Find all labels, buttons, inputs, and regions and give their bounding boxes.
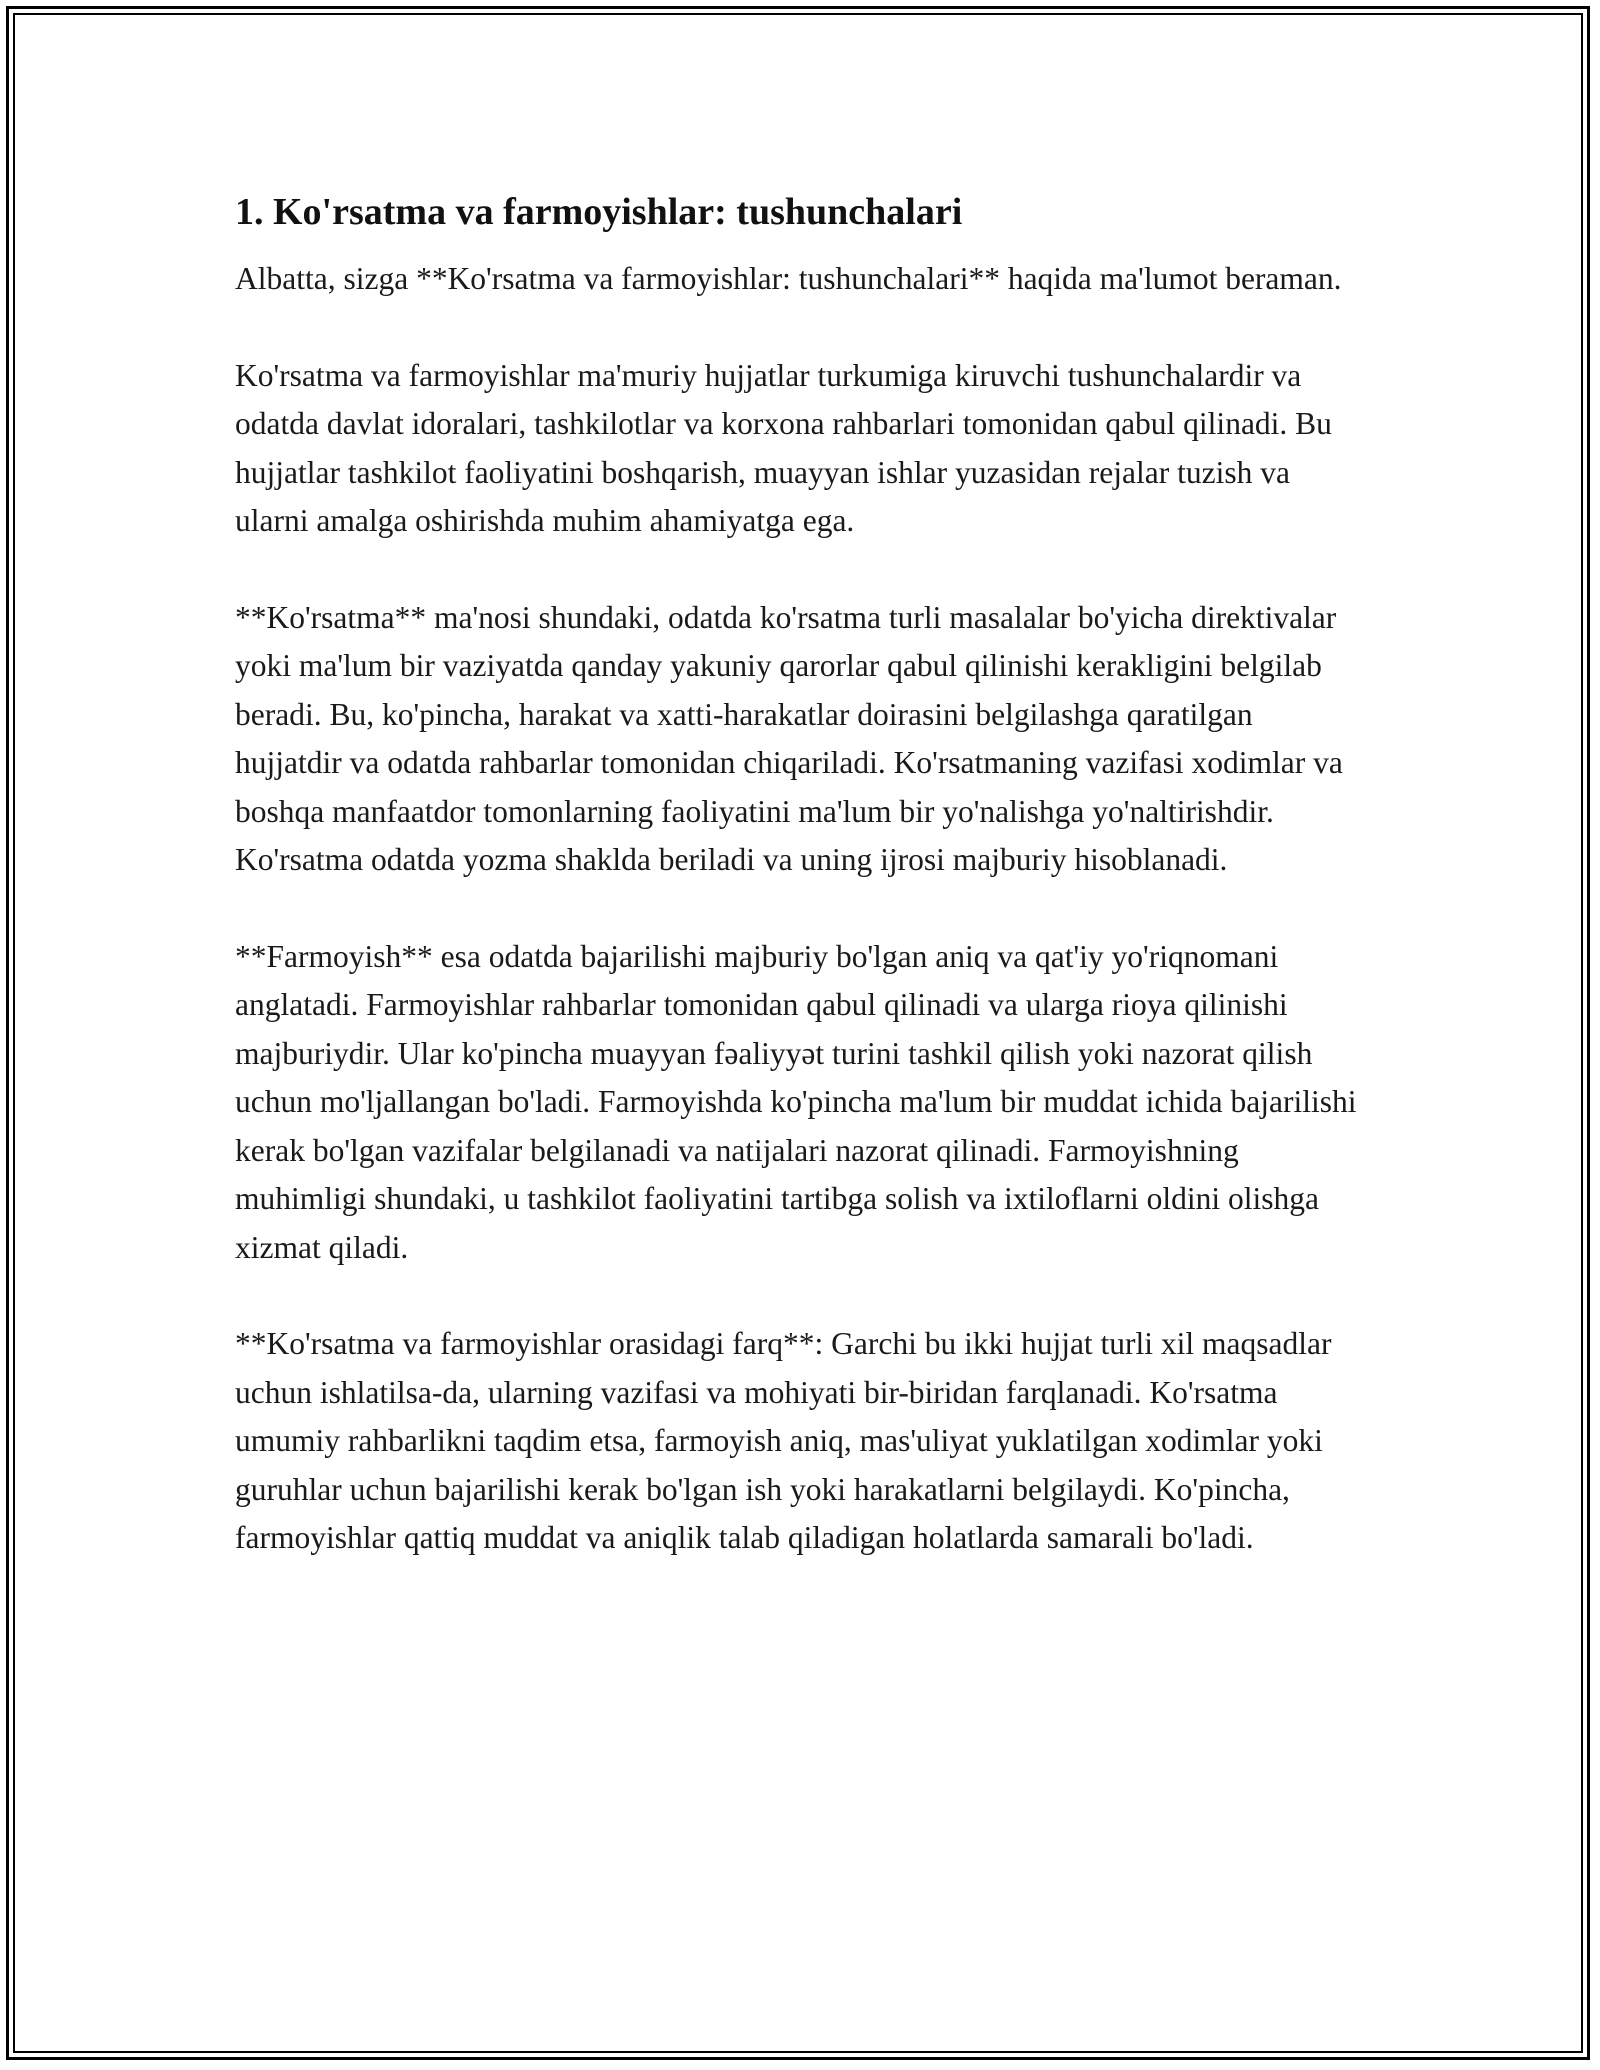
- document-body: [235, 185, 1365, 1611]
- paragraph-difference: **Ko'rsatma va farmoyishlar orasidagi farq**: Garchi bu ikki hujjat turli xil maqsadlar uchun ishlatilsa-da, ularning vazifasi va mohiyati bir-biridan farqlanadi. Ko'rsatma umumiy rahbarlikni taqdim etsa, farmoyish aniq, mas'uliyat yuklatilgan xodimlar yoki guruhlar uchun bajarilishi kerak bo'lgan ish yoki harakatlarni belgilaydi. Ko'pincha, farmoyishlar qattiq muddat va aniqlik talab qiladigan holatlarda samarali bo'ladi.: [235, 1326, 1332, 1555]
- paragraph-korsatma: **Ko'rsatma** ma'nosi shundaki, odatda ko'rsatma turli masalalar bo'yicha direktivalar yoki ma'lum bir vaziyatda qanday yakuniy qarorlar qabul qilinishi kerakligini belgilab beradi. Bu, ko'pincha, harakat va xatti-harakatlar doirasini belgilashga qaratilgan hujjatdir va odatda rahbarlar tomonidan chiqariladi. Ko'rsatmaning vazifasi xodimlar va boshqa manfaatdor tomonlarning faoliyatini ma'lum bir yo'nalishga yo'naltirishdir. Ko'rsatma odatda yozma shaklda beriladi va uning ijrosi majburiy hisoblanadi.: [235, 599, 1343, 877]
- paragraph-intro: Albatta, sizga **Ko'rsatma va farmoyishlar: tushunchalari** haqida ma'lumot beraman.: [235, 261, 1342, 296]
- paragraph-farmoyish: **Farmoyish** esa odatda bajarilishi majburiy bo'lgan aniq va qat'iy yo'riqnomani anglatadi. Farmoyishlar rahbarlar tomonidan qabul qilinadi va ularga rioya qilinishi majburiydir. Ular ko'pincha muayyan fəaliyyət turini tashkil qilish yoki nazorat qilish uchun mo'ljallangan bo'ladi. Farmoyishda ko'pincha ma'lum bir muddat ichida bajarilishi kerak bo'lgan vazifalar belgilanadi va natijalari nazorat qilinadi. Farmoyishning muhimligi shundaki, u tashkilot faoliyatini tartibga solish va ixtiloflarni oldini olishga xizmat qiladi.: [235, 938, 1357, 1265]
- paragraph-overview: Ko'rsatma va farmoyishlar ma'muriy hujjatlar turkumiga kiruvchi tushunchalardir va odatda davlat idoralari, tashkilotlar va korxona rahbarlari tomonidan qabul qilinadi. Bu hujjatlar tashkilot faoliyatini boshqarish, muayyan ishlar yuzasidan rejalar tuzish va ularni amalga oshirishda muhim ahamiyatga ega.: [235, 357, 1332, 538]
- document-title: 1. Ko'rsatma va farmoyishlar: tushunchalari: [235, 191, 963, 233]
